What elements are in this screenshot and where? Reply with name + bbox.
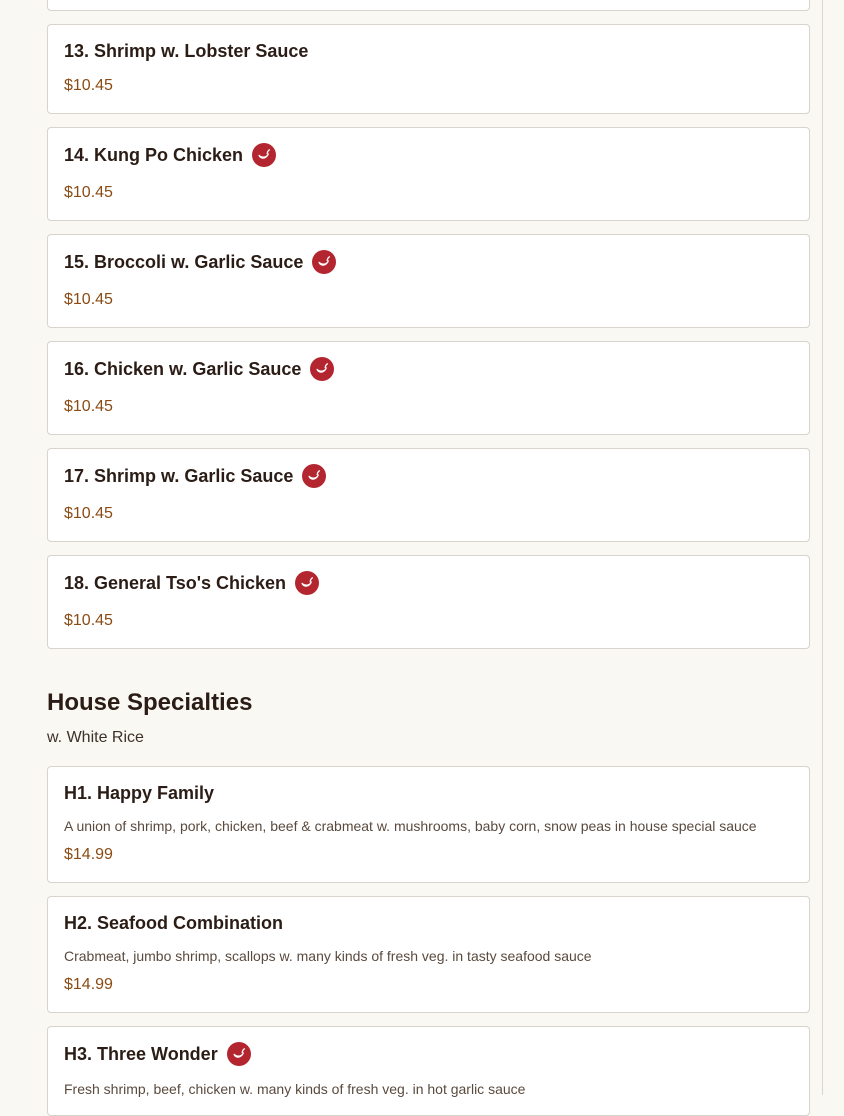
menu-item-card[interactable]: [47, 555, 810, 649]
menu-item-description: Crabmeat, jumbo shrimp, scallops w. many kinds of fresh veg. in tasty seafood sauce: [64, 948, 592, 964]
section-subtitle: w. White Rice: [47, 729, 144, 746]
chili-pepper-icon: [310, 357, 334, 381]
menu-item-price: $14.99: [64, 846, 113, 863]
menu-item-card[interactable]: [47, 24, 810, 114]
menu-item-card[interactable]: [47, 1026, 810, 1116]
section-title: House Specialties: [47, 689, 253, 716]
menu-item-card[interactable]: [47, 127, 810, 221]
menu-item-title: 15. Broccoli w. Garlic Sauce: [64, 251, 304, 272]
menu-item-title: 18. General Tso's Chicken: [64, 572, 287, 593]
menu-item-price: $10.45: [64, 77, 113, 94]
menu-item-card[interactable]: [47, 896, 810, 1013]
chili-pepper-icon: [295, 571, 319, 595]
menu-item-price: $10.45: [64, 291, 113, 308]
menu-item-description: A union of shrimp, pork, chicken, beef & crabmeat w. mushrooms, baby corn, snow peas in house special sauce: [64, 818, 757, 834]
chili-pepper-icon: [252, 143, 276, 167]
menu-item-title: H2. Seafood Combination: [64, 913, 284, 933]
menu-item-price: $10.45: [64, 612, 113, 629]
menu-item-price: $10.45: [64, 184, 113, 201]
page-divider: [822, 0, 823, 1095]
chili-pepper-icon: [227, 1042, 251, 1066]
menu-item-card[interactable]: [47, 234, 810, 328]
menu-item-title: 14. Kung Po Chicken: [64, 144, 244, 165]
menu-item-title: 16. Chicken w. Garlic Sauce: [64, 358, 302, 379]
menu-item-title: 17. Shrimp w. Garlic Sauce: [64, 465, 294, 486]
menu-item-price: $14.99: [64, 976, 113, 993]
menu-item-title: 13. Shrimp w. Lobster Sauce: [64, 41, 309, 61]
chili-pepper-icon: [302, 464, 326, 488]
menu-item-price: $10.45: [64, 398, 113, 415]
menu-item-title: H3. Three Wonder: [64, 1043, 218, 1064]
menu-item-price: $10.45: [64, 505, 113, 522]
menu-item-description: Fresh shrimp, beef, chicken w. many kinds of fresh veg. in hot garlic sauce: [64, 1081, 526, 1097]
menu-item-card-partial[interactable]: [47, 0, 810, 11]
menu-item-card[interactable]: [47, 448, 810, 542]
menu-item-card[interactable]: [47, 341, 810, 435]
chili-pepper-icon: [312, 250, 336, 274]
menu-item-card[interactable]: [47, 766, 810, 883]
menu-item-title: H1. Happy Family: [64, 783, 215, 803]
